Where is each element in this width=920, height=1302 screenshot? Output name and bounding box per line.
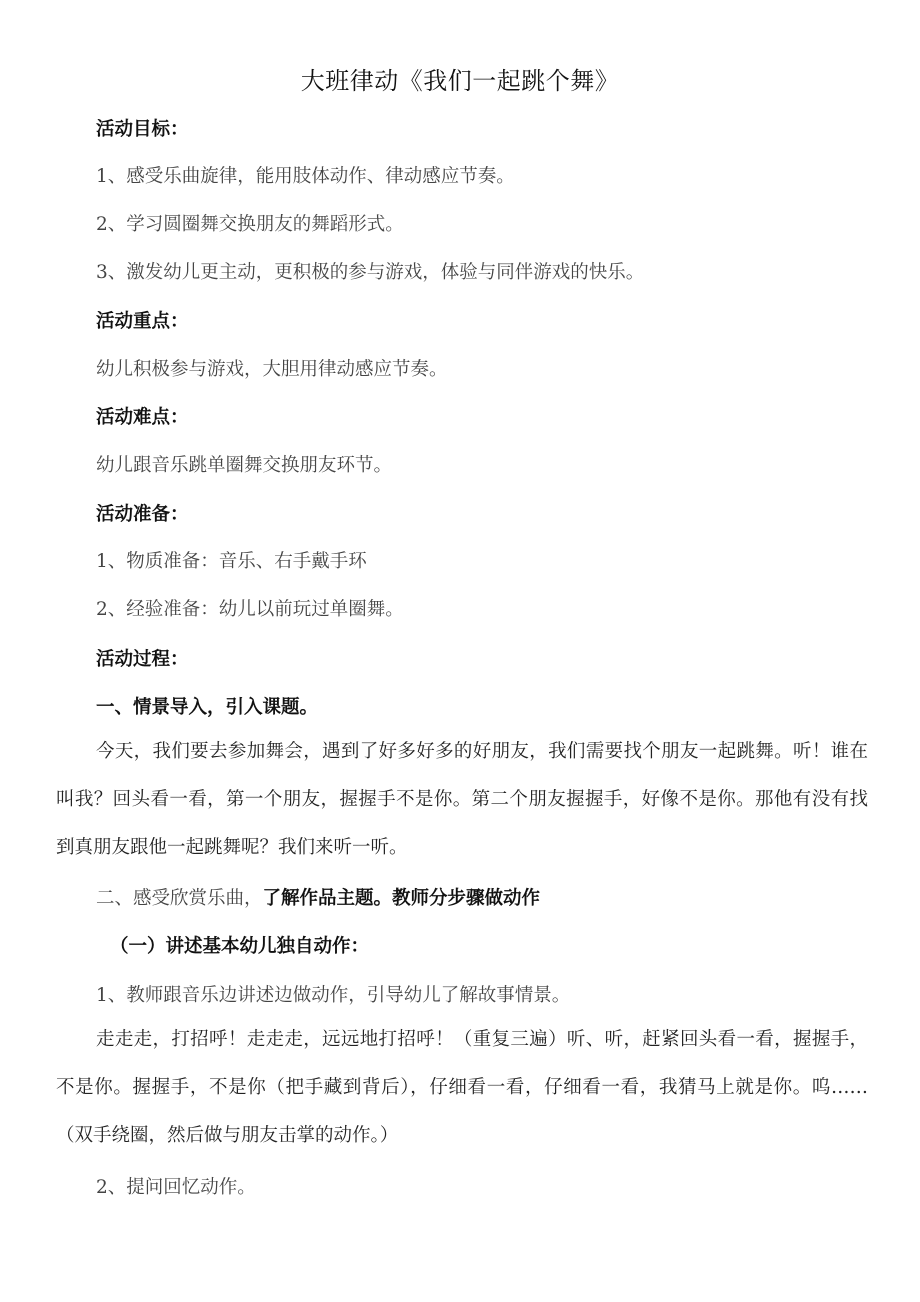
goal-item-3: 3、激发幼儿更主动，更积极的参与游戏，体验与同伴游戏的快乐。 — [96, 262, 645, 283]
section-2-heading-bold: 了解作品主题。教师分步骤做动作 — [262, 888, 541, 909]
step-2-text: 2、提问回忆动作。 — [96, 1177, 256, 1198]
intro-paragraph: 今天，我们要去参加舞会，遇到了好多好多的好朋友，我们需要找个朋友一起跳舞。听！谁在叫我？回头看一看，第一个朋友，握握手不是你。第二个朋友握握手，好像不是你。那他有没有找到真朋友跟他一起跳舞呢？我们来听一听。 — [56, 741, 868, 858]
difficulty-heading: 活动难点： — [96, 407, 189, 428]
difficulty-text: 幼儿跟音乐跳单圈舞交换朋友环节。 — [96, 455, 393, 476]
action-paragraph: 走走走，打招呼！走走走，远远地打招呼！（重复三遍）听、听，赶紧回头看一看，握握手，不是你。握握手，不是你（把手藏到背后），仔细看一看，仔细看一看，我猜马上就是你。呜……（双手绕圈，然后做与朋友击掌的动作。） — [56, 1029, 868, 1146]
subsection-1-heading: （一）讲述基本幼儿独自动作： — [110, 936, 370, 957]
key-points-text: 幼儿积极参与游戏，大胆用律动感应节奏。 — [96, 359, 448, 380]
section-2-heading-text: 二、感受欣赏乐曲， — [96, 888, 263, 909]
preparation-item-2: 2、经验准备：幼儿以前玩过单圈舞。 — [96, 599, 404, 620]
section-2-heading — [96, 885, 540, 913]
preparation-item-1: 1、物质准备：音乐、右手戴手环 — [96, 551, 367, 572]
step-1-text: 1、教师跟音乐边讲述边做动作，引导幼儿了解故事情景。 — [96, 985, 571, 1006]
key-points-heading: 活动重点： — [96, 311, 189, 332]
preparation-heading: 活动准备： — [96, 504, 189, 525]
process-heading: 活动过程： — [96, 649, 189, 670]
section-1-heading: 一、情景导入，引入课题。 — [96, 697, 319, 718]
goals-heading: 活动目标： — [96, 119, 189, 140]
goal-item-2: 2、学习圆圈舞交换朋友的舞蹈形式。 — [96, 214, 404, 235]
goal-item-1: 1、感受乐曲旋律，能用肢体动作、律动感应节奏。 — [96, 166, 515, 187]
document-title: 大班律动《我们一起跳个舞》 — [300, 67, 620, 95]
